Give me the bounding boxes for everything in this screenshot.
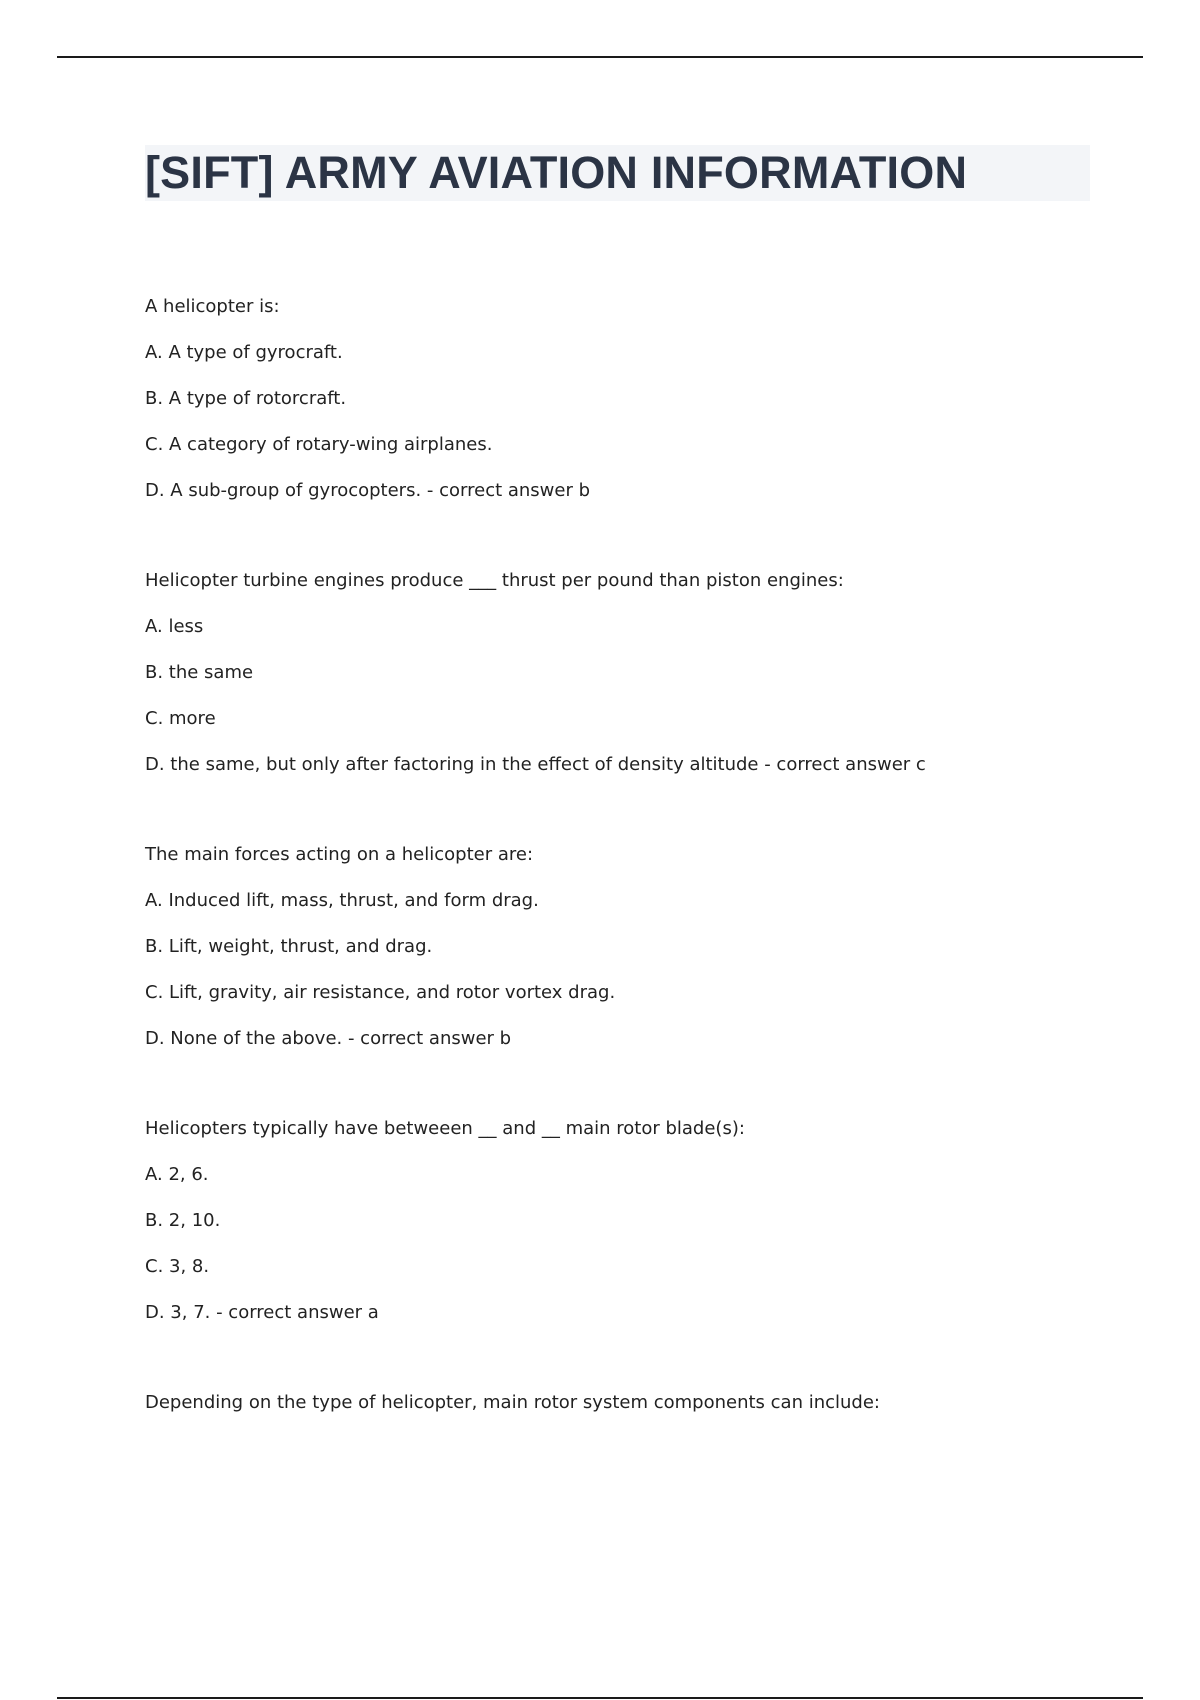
question-text: A helicopter is:: [145, 296, 280, 317]
question-3: [145, 838, 1105, 1068]
question-list: [145, 290, 1105, 1476]
answer-option-d: D. 3, 7. - correct answer a: [145, 1302, 379, 1323]
top-rule: [57, 56, 1143, 58]
question-text: Depending on the type of helicopter, main rotor system components can include:: [145, 1392, 880, 1413]
answer-option-b: B. A type of rotorcraft.: [145, 388, 347, 409]
question-5: [145, 1386, 1105, 1432]
answer-option-c: C. A category of rotary-wing airplanes.: [145, 434, 493, 455]
answer-option-a: A. Induced lift, mass, thrust, and form drag.: [145, 890, 539, 911]
question-text: Helicopter turbine engines produce ___ thrust per pound than piston engines:: [145, 570, 844, 591]
answer-option-a: A. 2, 6.: [145, 1164, 209, 1185]
answer-option-a: A. less: [145, 616, 204, 637]
bottom-rule: [57, 1697, 1143, 1699]
question-4: [145, 1112, 1105, 1342]
question-text: Helicopters typically have betweeen __ and __ main rotor blade(s):: [145, 1118, 745, 1139]
answer-option-b: B. the same: [145, 662, 254, 683]
answer-option-d: D. None of the above. - correct answer b: [145, 1028, 512, 1049]
question-2: [145, 564, 1105, 794]
answer-option-b: B. 2, 10.: [145, 1210, 221, 1231]
answer-option-c: C. 3, 8.: [145, 1256, 210, 1277]
answer-option-c: C. Lift, gravity, air resistance, and rotor vortex drag.: [145, 982, 616, 1003]
answer-option-b: B. Lift, weight, thrust, and drag.: [145, 936, 433, 957]
question-1: [145, 290, 1105, 520]
answer-option-d: D. the same, but only after factoring in the effect of density altitude - correct answer c: [145, 754, 926, 775]
question-text: The main forces acting on a helicopter are:: [145, 844, 534, 865]
answer-option-a: A. A type of gyrocraft.: [145, 342, 343, 363]
answer-option-c: C. more: [145, 708, 216, 729]
answer-option-d: D. A sub-group of gyrocopters. - correct answer b: [145, 480, 591, 501]
document-title: [SIFT] ARMY AVIATION INFORMATION: [145, 147, 968, 198]
